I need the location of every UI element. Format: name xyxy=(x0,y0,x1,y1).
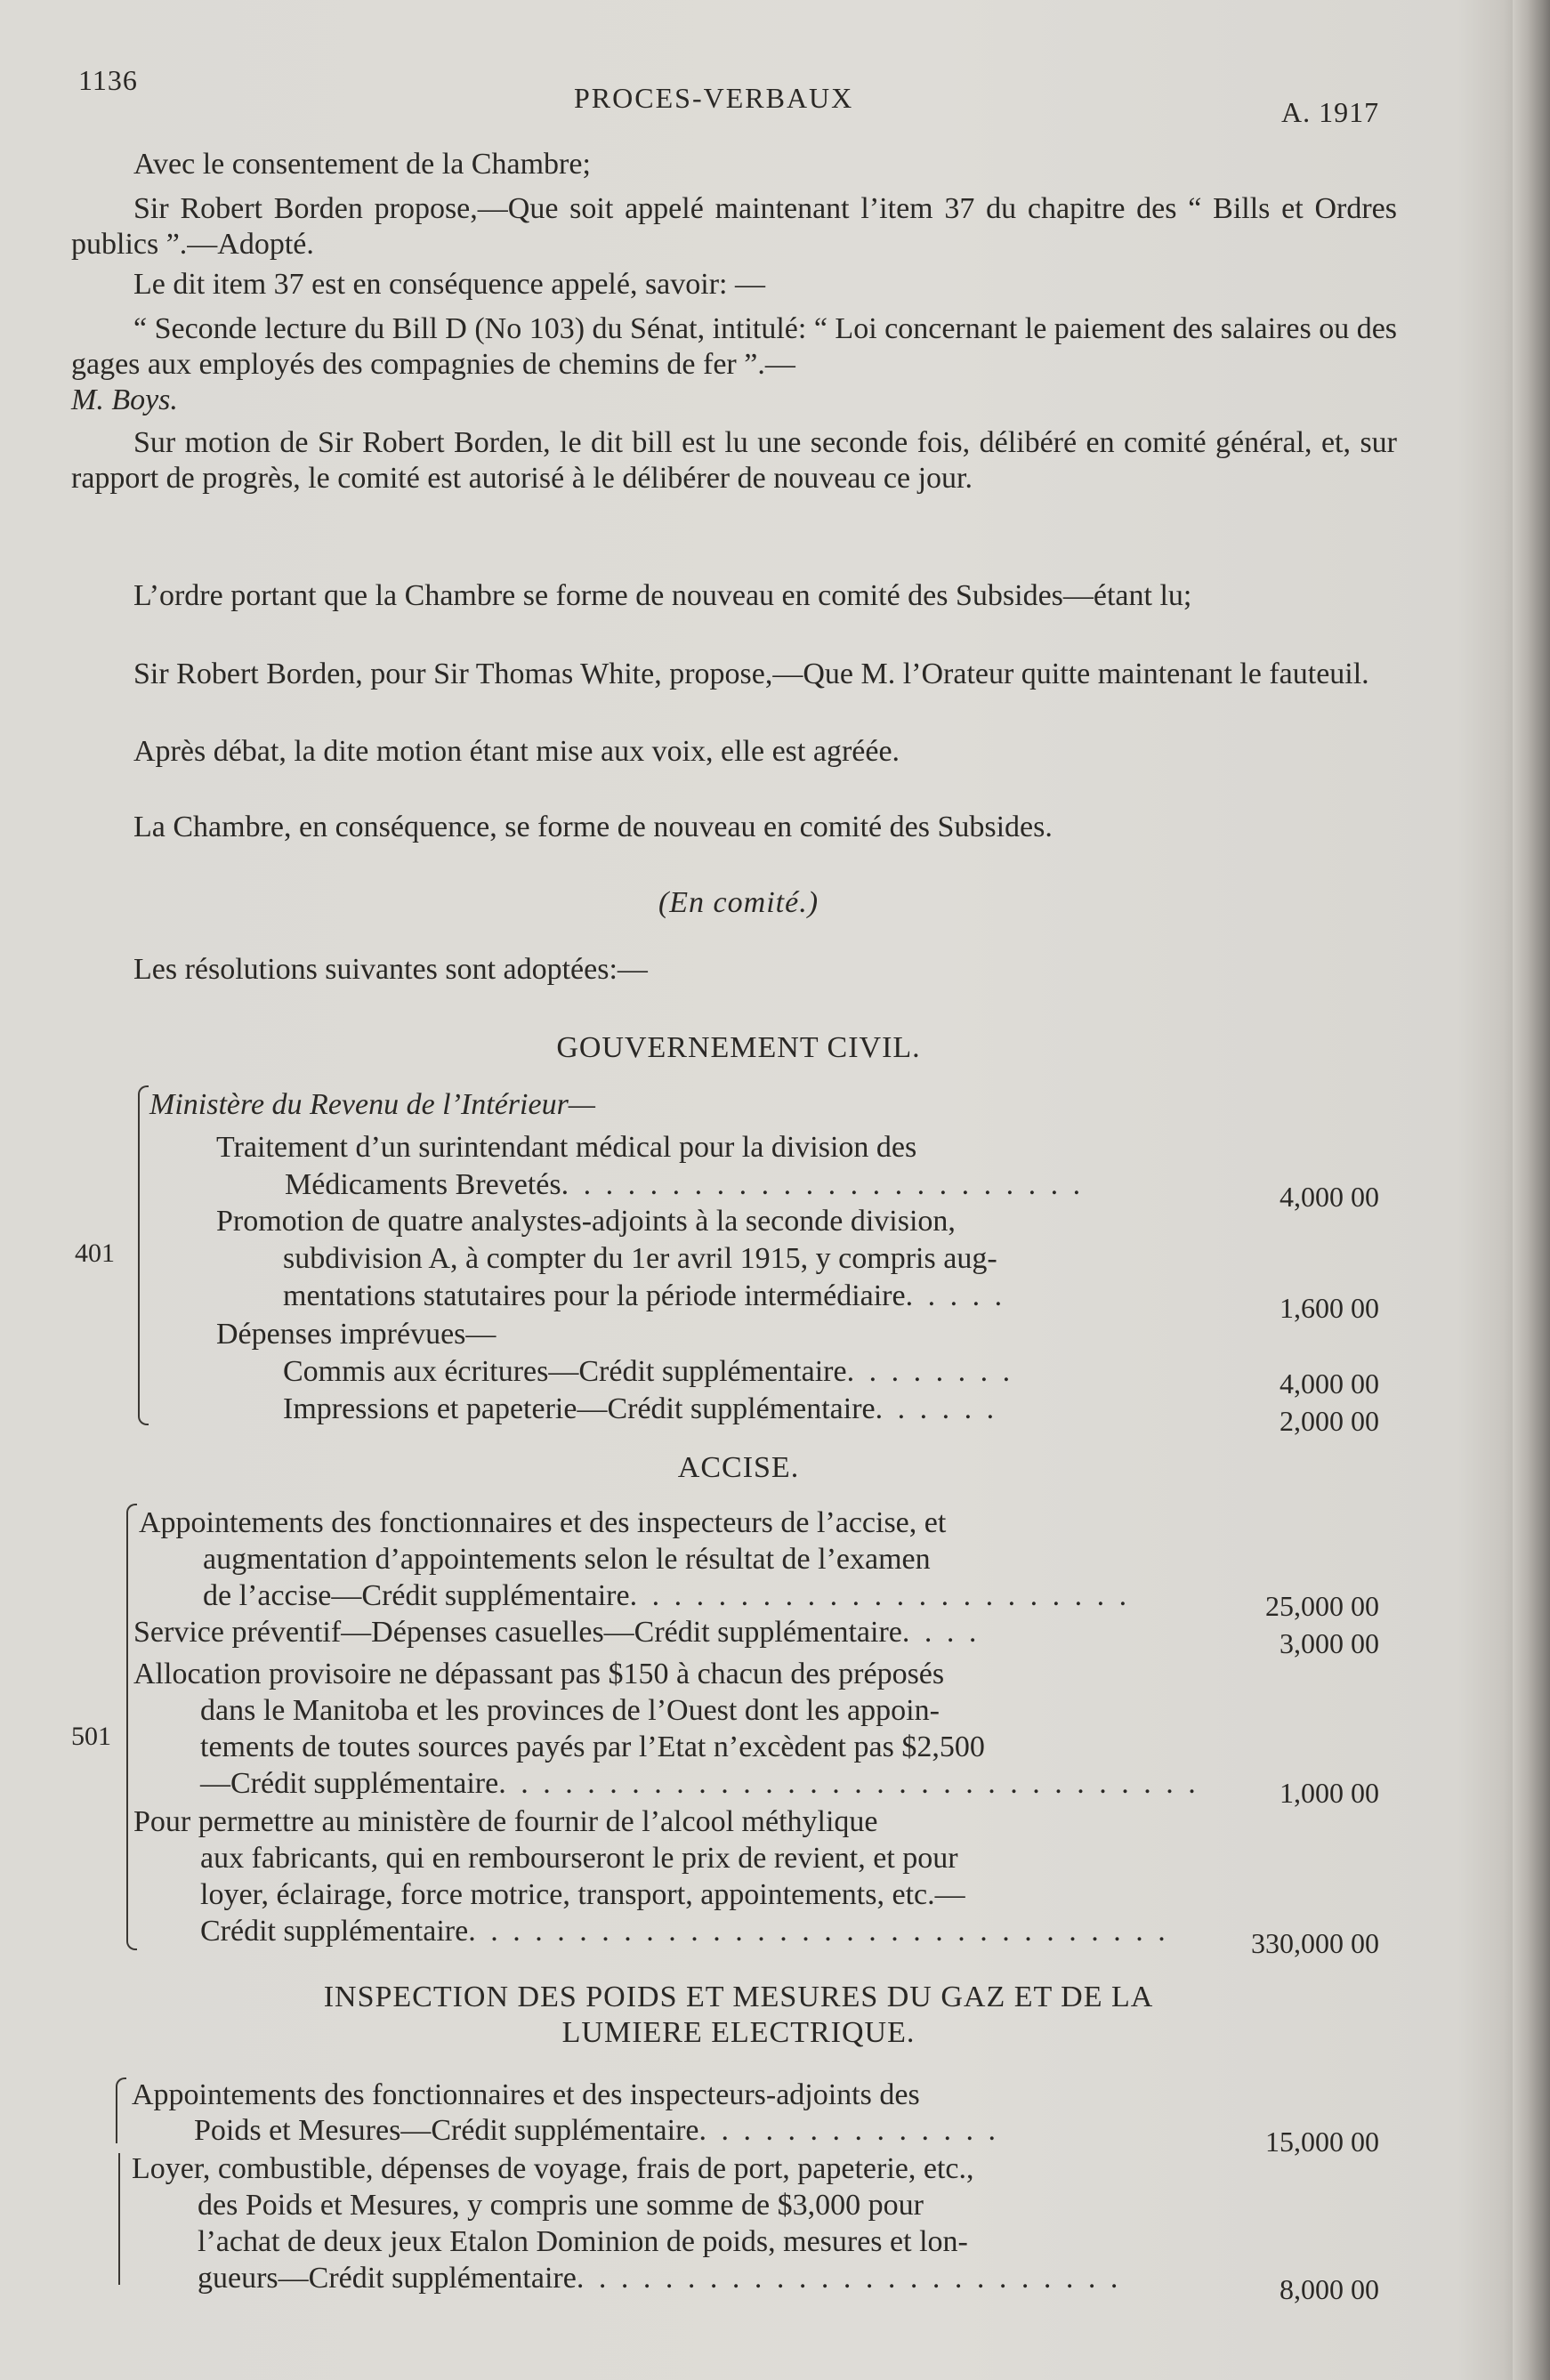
item-text: —Crédit supplémentaire xyxy=(200,1767,499,1800)
amount: 1,600 00 xyxy=(1280,1292,1379,1324)
paragraph-consent: Avec le consentement de la Chambre; xyxy=(133,148,591,181)
amount: 15,000 00 xyxy=(1265,2126,1379,2158)
item-text: Médicaments Brevetés xyxy=(285,1168,561,1201)
bracket-line-poids-2 xyxy=(118,2153,120,2285)
leader-dots: . . . . . . . . . . . . . . xyxy=(698,2114,1000,2147)
en-comite-heading: (En comité.) xyxy=(658,886,819,919)
amount: 8,000 00 xyxy=(1280,2273,1379,2305)
item-line xyxy=(203,1578,1130,1614)
vote-number-401: 401 xyxy=(75,1238,115,1268)
leader-dots: . . . . . . xyxy=(875,1392,998,1425)
page-number: 1136 xyxy=(78,64,138,96)
amount: 4,000 00 xyxy=(1280,1367,1379,1400)
item-line: Loyer, combustible, dépenses de voyage, frais de port, papeterie, etc., xyxy=(132,2152,974,2185)
paragraph-borden-proposal: Sir Robert Borden propose,—Que soit appelé maintenant l’item 37 du chapitre des “ Bills et Ordres publics ”.—Adopté. xyxy=(71,192,1397,261)
paragraph-order-subsidies: L’ordre portant que la Chambre se forme de nouveau en comité des Subsides—étant lu; xyxy=(133,579,1192,612)
page-title: PROCES-VERBAUX xyxy=(574,82,854,114)
item-line xyxy=(198,2261,1121,2296)
item-text: Poids et Mesures—Crédit supplémentaire xyxy=(194,2114,699,2147)
item-line: l’achat de deux jeux Etalon Dominion de poids, mesures et lon- xyxy=(198,2225,968,2258)
paragraph-speaker-leave: Sir Robert Borden, pour Sir Thomas White, propose,—Que M. l’Orateur quitte maintenant le fauteuil. xyxy=(133,658,1369,690)
paragraph-committee: La Chambre, en conséquence, se forme de nouveau en comité des Subsides. xyxy=(133,811,1053,843)
item-line xyxy=(285,1167,1084,1203)
paragraph-motion-result: Sur motion de Sir Robert Borden, le dit bill est lu une seconde fois, délibéré en comité général, et, sur rapport de progrès, le comité est autorisé à le délibérer de nouveau ce jour. xyxy=(71,426,1397,495)
item-text: Impressions et papeterie—Crédit supplémentaire xyxy=(283,1392,876,1425)
paragraph-item-called: Le dit item 37 est en conséquence appelé, savoir: — xyxy=(133,268,765,301)
brace-poids-1 xyxy=(116,2077,126,2143)
item-text: Commis aux écritures—Crédit supplémentaire xyxy=(283,1355,847,1388)
amount: 1,000 00 xyxy=(1280,1777,1379,1809)
item-line: subdivision A, à compter du 1er avril 1915, y compris aug- xyxy=(283,1242,997,1275)
leader-dots: . . . . . . . . . . . . . . . . . . . . . . . . . xyxy=(576,2262,1122,2295)
vote-number-501: 501 xyxy=(71,1722,111,1751)
amount: 25,000 00 xyxy=(1265,1590,1379,1622)
item-line xyxy=(194,2113,999,2149)
item-text: Service préventif—Dépenses casuelles—Crédit supplémentaire xyxy=(133,1616,902,1649)
second-reading-mover: M. Boys. xyxy=(71,383,178,416)
paragraph-motion-agreed: Après débat, la dite motion étant mise aux voix, elle est agréée. xyxy=(133,735,900,768)
item-line: Traitement d’un surintendant médical pour la division des xyxy=(216,1131,917,1164)
paragraph-second-reading xyxy=(71,311,1397,418)
section-title-poids-mesures-line1: INSPECTION DES POIDS ET MESURES DU GAZ ET DE LA xyxy=(323,1981,1154,2013)
item-text: de l’accise—Crédit supplémentaire xyxy=(203,1579,630,1612)
section-title-poids-mesures-line2: LUMIERE ELECTRIQUE. xyxy=(561,2016,916,2049)
book-binding-edge xyxy=(1513,0,1550,2380)
item-line: tements de toutes sources payés par l’Etat n’excèdent pas $2,500 xyxy=(200,1731,985,1763)
item-line: Promotion de quatre analystes-adjoints à la seconde division, xyxy=(216,1205,956,1238)
leader-dots: . . . . . xyxy=(905,1279,1006,1312)
item-line: Ministère du Revenu de l’Intérieur— xyxy=(149,1088,596,1121)
section-title-gouvernement-civil: GOUVERNEMENT CIVIL. xyxy=(556,1031,921,1064)
brace-401 xyxy=(138,1085,149,1425)
item-text: mentations statutaires pour la période intermédiaire xyxy=(283,1279,906,1312)
item-line: Appointements des fonctionnaires et des inspecteurs-adjoints des xyxy=(132,2078,920,2111)
section-title-accise: ACCISE. xyxy=(677,1451,800,1484)
item-line: augmentation d’appointements selon le résultat de l’examen xyxy=(203,1543,931,1576)
item-line: Dépenses imprévues— xyxy=(216,1318,496,1351)
item-line: des Poids et Mesures, y compris une somme de $3,000 pour xyxy=(198,2189,924,2222)
leader-dots: . . . . . . . . . . . . . . . . . . . . . . . xyxy=(629,1579,1131,1612)
item-text: Crédit supplémentaire xyxy=(200,1915,469,1948)
amount: 330,000 00 xyxy=(1251,1927,1379,1959)
leader-dots: . . . . . . . . . . . . . . . . . . . . . . . . . . . . . . . . xyxy=(468,1915,1169,1948)
item-line: Pour permettre au ministère de fournir de l’alcool méthylique xyxy=(133,1805,878,1838)
item-line xyxy=(200,1914,1169,1949)
item-line: Allocation provisoire ne dépassant pas $150 à chacun des préposés xyxy=(133,1658,945,1690)
item-line xyxy=(283,1392,997,1427)
amount: 4,000 00 xyxy=(1280,1181,1379,1213)
item-line xyxy=(283,1354,1013,1390)
item-line: Appointements des fonctionnaires et des inspecteurs de l’accise, et xyxy=(139,1506,947,1539)
leader-dots: . . . . . . . . . . . . . . . . . . . . . . . . . . . . . . . . xyxy=(498,1767,1199,1800)
amount: 2,000 00 xyxy=(1280,1405,1379,1437)
leader-dots: . . . . . . . . . . . . . . . . . . . . . . . . xyxy=(561,1168,1085,1201)
item-line xyxy=(200,1766,1199,1802)
amount: 3,000 00 xyxy=(1280,1627,1379,1659)
item-text: gueurs—Crédit supplémentaire xyxy=(198,2262,577,2295)
brace-501 xyxy=(126,1504,137,1950)
leader-dots: . . . . xyxy=(901,1616,981,1649)
item-line: loyer, éclairage, force motrice, transport, appointements, etc.— xyxy=(200,1878,965,1911)
second-reading-text: “ Seconde lecture du Bill D (No 103) du Sénat, intitulé: “ Loi concernant le paiement des salaires ou des gages aux employés des compagnies de chemins de fer ”.— xyxy=(71,312,1398,381)
item-line xyxy=(133,1615,980,1650)
item-line xyxy=(283,1279,1005,1314)
page-year: A. 1917 xyxy=(1281,96,1380,128)
item-line: dans le Manitoba et les provinces de l’Ouest dont les appoin- xyxy=(200,1694,940,1727)
paragraph-resolutions: Les résolutions suivantes sont adoptées:— xyxy=(133,953,648,986)
item-line: aux fabricants, qui en rembourseront le prix de revient, et pour xyxy=(200,1842,958,1875)
leader-dots: . . . . . . . . xyxy=(846,1355,1014,1388)
